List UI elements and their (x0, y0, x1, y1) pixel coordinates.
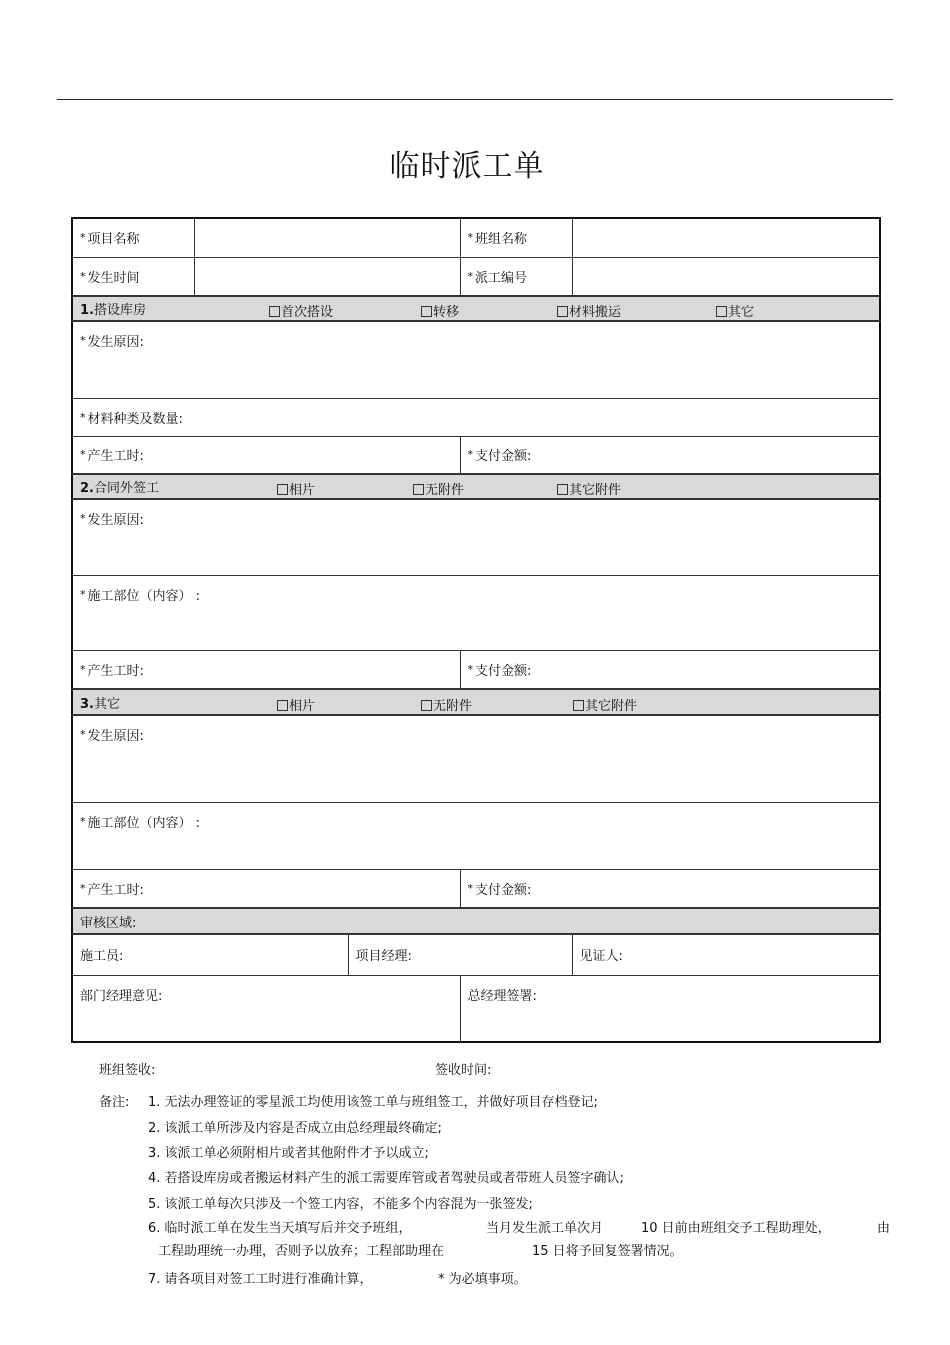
checkbox-icon (277, 700, 288, 711)
section1-hours[interactable]: * 产生工时: (72, 436, 460, 474)
occur-time-label: * 发生时间 (72, 257, 194, 296)
review-header: 审核区域: (72, 908, 880, 934)
checkbox-icon (573, 700, 584, 711)
option-other[interactable]: 其它 (716, 301, 754, 320)
section3-reason[interactable]: * 发生原因: (72, 715, 880, 802)
pm-sign[interactable]: 项目经理: (348, 934, 572, 975)
checkbox-icon (277, 484, 288, 495)
option-other-attachment[interactable]: 其它附件 (573, 695, 637, 714)
checkbox-icon (557, 484, 568, 495)
notes-label: 备注: (99, 1095, 130, 1110)
section2-reason[interactable]: * 发生原因: (72, 499, 880, 575)
section3-location[interactable]: * 施工部位（内容） : (72, 802, 880, 869)
option-material-moving[interactable]: 材料搬运 (557, 301, 621, 320)
note-item: 6. 临时派工单在发生当天填写后并交予班组， (148, 1221, 412, 1236)
option-photo[interactable]: 相片 (277, 479, 315, 498)
dispatch-form (71, 217, 881, 1043)
section3-hours[interactable]: * 产生工时: (72, 869, 460, 908)
option-other-attachment[interactable]: 其它附件 (557, 479, 621, 498)
option-photo[interactable]: 相片 (277, 695, 315, 714)
section3-header: 3.其它 相片 无附件 其它附件 (72, 689, 880, 715)
note-item-part: 由 (877, 1221, 891, 1236)
builder-sign[interactable]: 施工员: (72, 934, 348, 975)
note-item-part: 当月发生派工单次月 (486, 1221, 604, 1236)
checkbox-icon (421, 306, 432, 317)
note-item: 7. 请各项目对签工工时进行准确计算， (148, 1272, 373, 1287)
section1-amount[interactable]: * 支付金额: (460, 436, 880, 474)
section1-reason[interactable]: * 发生原因: (72, 321, 880, 398)
checkbox-icon (413, 484, 424, 495)
section3-amount[interactable]: * 支付金额: (460, 869, 880, 908)
note-item: 1. 无法办理签证的零星派工均使用该签工单与班组签工，并做好项目存档登记; (148, 1095, 598, 1110)
section2-location[interactable]: * 施工部位（内容） : (72, 575, 880, 650)
section2-hours[interactable]: * 产生工时: (72, 650, 460, 689)
dispatch-no-label: * 派工编号 (460, 257, 572, 296)
project-name-field[interactable] (194, 218, 460, 257)
note-item-part: 15 日将予回复签署情况。 (532, 1244, 683, 1259)
option-transfer[interactable]: 转移 (421, 301, 459, 320)
section1-materials[interactable]: * 材料种类及数量: (72, 398, 880, 436)
top-rule (57, 99, 893, 100)
dept-manager-opinion[interactable]: 部门经理意见: (72, 975, 460, 1042)
note-item-part: 工程助理统一办理，否则予以放弃；工程部助理在 (158, 1244, 445, 1259)
note-item: 4. 若搭设库房或者搬运材料产生的派工需要库管或者驾驶员或者带班人员签字确认; (148, 1171, 624, 1186)
checkbox-icon (716, 306, 727, 317)
note-item: 3. 该派工单必须附相片或者其他附件才予以成立; (148, 1146, 429, 1161)
note-item: 5. 该派工单每次只涉及一个签工内容，不能多个内容混为一张签发; (148, 1197, 533, 1212)
team-sign-label: 班组签收: (99, 1063, 156, 1078)
checkbox-icon (269, 306, 280, 317)
witness-sign[interactable]: 见证人: (572, 934, 880, 975)
project-name-label: * 项目名称 (72, 218, 194, 257)
checkbox-icon (557, 306, 568, 317)
option-no-attachment[interactable]: 无附件 (421, 695, 472, 714)
note-item: 2. 该派工单所涉及内容是否成立由总经理最终确定; (148, 1121, 442, 1136)
note-item-part: * 为必填事项。 (438, 1272, 527, 1287)
option-first-build[interactable]: 首次搭设 (269, 301, 333, 320)
note-item-part: 10 日前由班组交予工程助理处， (641, 1221, 831, 1236)
option-no-attachment[interactable]: 无附件 (413, 479, 464, 498)
sign-time-label: 签收时间: (435, 1063, 492, 1078)
section1-header: 1.搭设库房 首次搭设 转移 材料搬运 其它 (72, 296, 880, 321)
section2-amount[interactable]: * 支付金额: (460, 650, 880, 689)
team-name-label: * 班组名称 (460, 218, 572, 257)
team-name-field[interactable] (572, 218, 880, 257)
section2-header: 2.合同外签工 相片 无附件 其它附件 (72, 474, 880, 499)
gm-sign[interactable]: 总经理签署: (460, 975, 880, 1042)
occur-time-field[interactable] (194, 257, 460, 296)
dispatch-no-field[interactable] (572, 257, 880, 296)
checkbox-icon (421, 700, 432, 711)
page-title: 临时派工单 (389, 149, 545, 184)
